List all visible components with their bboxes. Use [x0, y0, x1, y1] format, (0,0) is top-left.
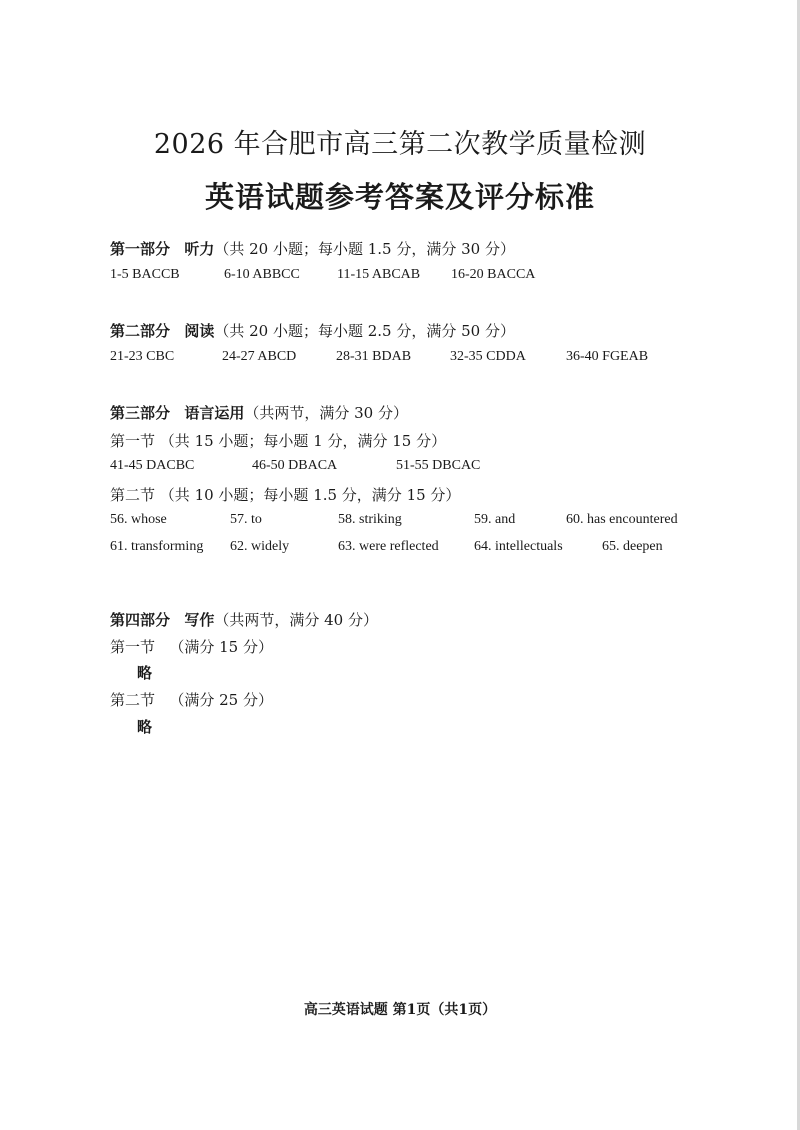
part2-detail: （共 20 小题；每小题 2.5 分，满分 50 分）: [214, 322, 515, 340]
part4-detail: （共两节，满分 40 分）: [214, 611, 378, 629]
cloze-answer: 58. striking: [338, 512, 402, 527]
part3-section1-heading: [110, 430, 446, 451]
part1-answer: 1-5 BACCB: [110, 267, 180, 282]
part2-answer: 21-23 CBC: [110, 349, 175, 364]
part3-section2-detail: （共 10 小题；每小题 1.5 分，满分 15 分）: [159, 486, 461, 504]
part3-section1-answer: 46-50 DBACA: [252, 458, 338, 473]
cloze-answer: 63. were reflected: [338, 539, 439, 554]
part3-section1-detail: （共 15 小题；每小题 1 分，满分 15 分）: [159, 432, 447, 450]
part2-answer: 36-40 FGEAB: [566, 349, 649, 364]
part4-section2-content: 略: [137, 718, 153, 736]
part4-section1-label: 第一节: [110, 638, 156, 656]
part3-detail: （共两节，满分 30 分）: [244, 404, 408, 422]
cloze-answer: 62. widely: [230, 539, 290, 554]
part2-heading: [110, 320, 515, 341]
part3-section2-label: 第二节: [110, 486, 156, 504]
cloze-answer: 61. transforming: [110, 539, 204, 554]
part4-section2-heading: [110, 689, 273, 710]
cloze-answer: 65. deepen: [602, 539, 663, 554]
part4-section2-label: 第二节: [110, 691, 156, 709]
part4-name: 第四部分: [110, 611, 171, 629]
cloze-answer: 60. has encountered: [566, 512, 678, 527]
cloze-answer: 64. intellectuals: [474, 539, 563, 554]
part1-topic: 听力: [184, 240, 215, 258]
cloze-answer: 57. to: [230, 512, 262, 527]
part4-section1-content: 略: [137, 664, 153, 682]
part3-name: 第三部分: [110, 404, 171, 422]
document-subtitle: 英语试题参考答案及评分标准: [204, 180, 595, 214]
part4-section2-detail: （满分 25 分）: [169, 691, 273, 709]
part4-section1-detail: （满分 15 分）: [169, 638, 273, 656]
part3-heading: [110, 402, 408, 423]
part3-section1-answer: 41-45 DACBC: [110, 458, 195, 473]
cloze-answer: 59. and: [474, 512, 516, 527]
part3-section2-heading: [110, 484, 460, 505]
part4-section1-heading: [110, 636, 273, 657]
part1-answer: 11-15 ABCAB: [337, 267, 421, 282]
part2-answer: 32-35 CDDA: [450, 349, 526, 364]
page-footer: 高三英语试题 第1页（共1页）: [303, 1002, 497, 1018]
part1-answer: 6-10 ABBCC: [224, 267, 300, 282]
part2-answer: 24-27 ABCD: [222, 349, 297, 364]
exam-title: 2026 年合肥市高三第二次教学质量检测: [153, 129, 647, 160]
part1-detail: （共 20 小题；每小题 1.5 分，满分 30 分）: [214, 240, 515, 258]
cloze-answer: 56. whose: [110, 512, 167, 527]
part3-section1-label: 第一节: [110, 432, 156, 450]
part2-topic: 阅读: [184, 322, 215, 340]
part2-name: 第二部分: [110, 322, 171, 340]
part4-heading: [110, 609, 378, 630]
part2-answer: 28-31 BDAB: [336, 349, 412, 364]
part1-answer: 16-20 BACCA: [451, 267, 536, 282]
part1-name: 第一部分: [110, 240, 171, 258]
part1-heading: [110, 238, 515, 259]
part3-section1-answer: 51-55 DBCAC: [396, 458, 481, 473]
part3-topic: 语言运用: [184, 404, 245, 422]
part4-topic: 写作: [184, 611, 215, 629]
